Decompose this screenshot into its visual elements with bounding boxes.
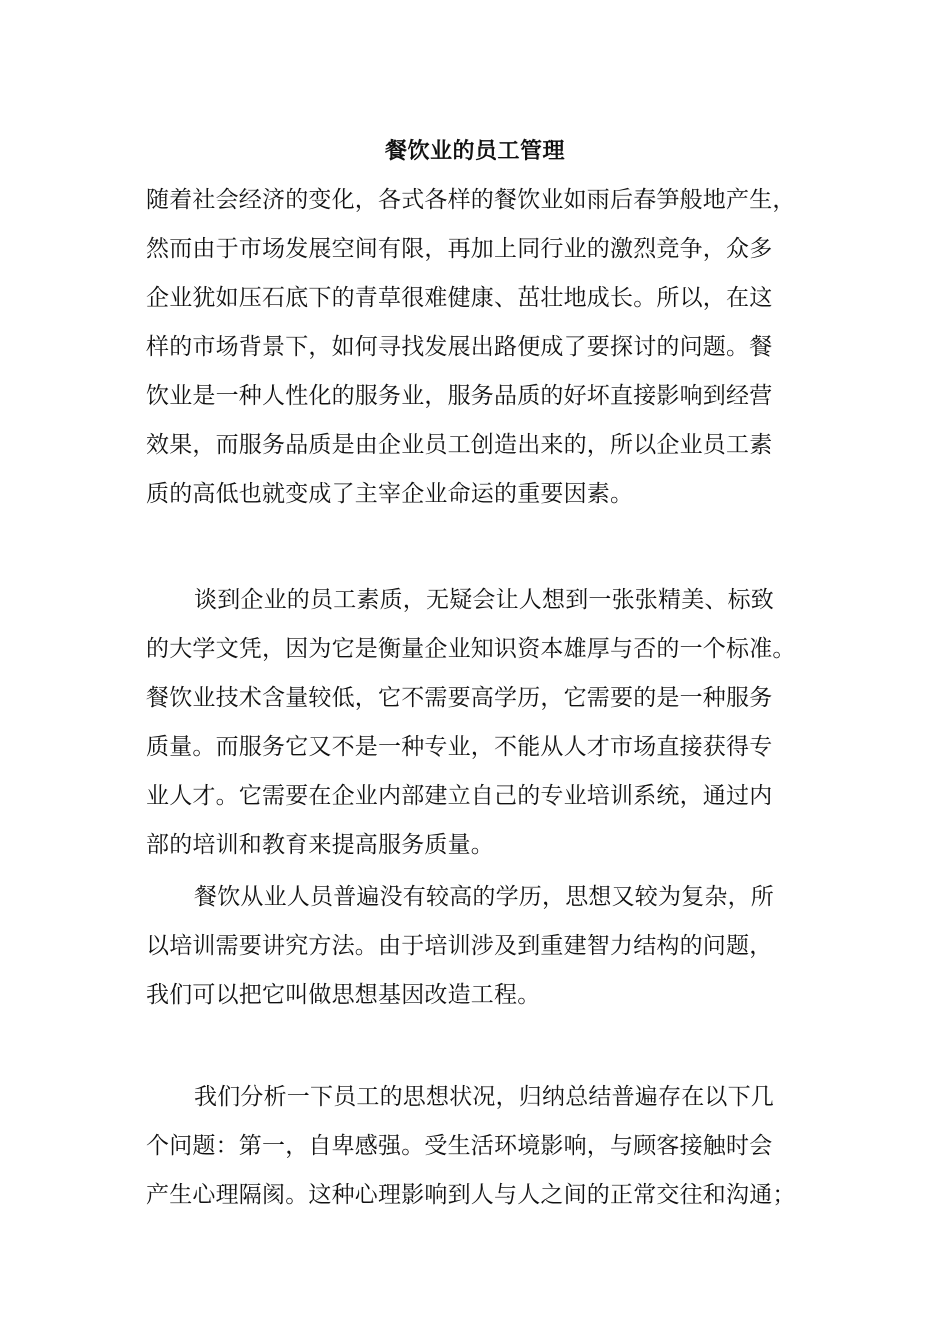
text-line: 的大学文凭，因为它是衡量企业知识资本雄厚与否的一个标准。 <box>146 636 796 662</box>
text-line: 随着社会经济的变化，各式各样的餐饮业如雨后春笋般地产生， <box>146 187 796 213</box>
text-line: 企业犹如压石底下的青草很难健康、茁壮地成长。所以，在这 <box>146 285 773 311</box>
text-line: 效果，而服务品质是由企业员工创造出来的，所以企业员工素 <box>146 432 773 458</box>
text-line: 饮业是一种人性化的服务业，服务品质的好坏直接影响到经营 <box>146 383 773 409</box>
text-line: 产生心理隔阂。这种心理影响到人与人之间的正常交往和沟通； <box>146 1182 796 1208</box>
text-line: 我们分析一下员工的思想状况，归纳总结普遍存在以下几 <box>194 1084 774 1110</box>
text-line: 样的市场背景下，如何寻找发展出路便成了要探讨的问题。餐 <box>146 334 773 360</box>
paragraph-4 <box>146 1073 826 1220</box>
paragraph-2 <box>146 576 826 870</box>
paragraph-3 <box>146 873 826 1020</box>
text-line: 质量。而服务它又不是一种专业，不能从人才市场直接获得专 <box>146 734 773 760</box>
document-title: 餐饮业的员工管理 <box>384 138 565 164</box>
text-line: 个问题：第一，自卑感强。受生活环境影响，与顾客接触时会 <box>146 1133 773 1159</box>
text-line: 质的高低也就变成了主宰企业命运的重要因素。 <box>146 481 634 507</box>
text-line: 餐饮业技术含量较低，它不需要高学历，它需要的是一种服务 <box>146 685 773 711</box>
text-line: 以培训需要讲究方法。由于培训涉及到重建智力结构的问题， <box>146 933 773 959</box>
text-line: 然而由于市场发展空间有限，再加上同行业的激烈竞争，众多 <box>146 236 773 262</box>
text-line: 部的培训和教育来提高服务质量。 <box>146 832 494 858</box>
text-line: 谈到企业的员工素质，无疑会让人想到一张张精美、标致 <box>194 587 774 613</box>
text-line: 餐饮从业人员普遍没有较高的学历，思想又较为复杂，所 <box>194 884 774 910</box>
text-line: 业人才。它需要在企业内部建立自己的专业培训系统，通过内 <box>146 783 773 809</box>
paragraph-1 <box>146 176 826 519</box>
text-line: 我们可以把它叫做思想基因改造工程。 <box>146 982 541 1008</box>
